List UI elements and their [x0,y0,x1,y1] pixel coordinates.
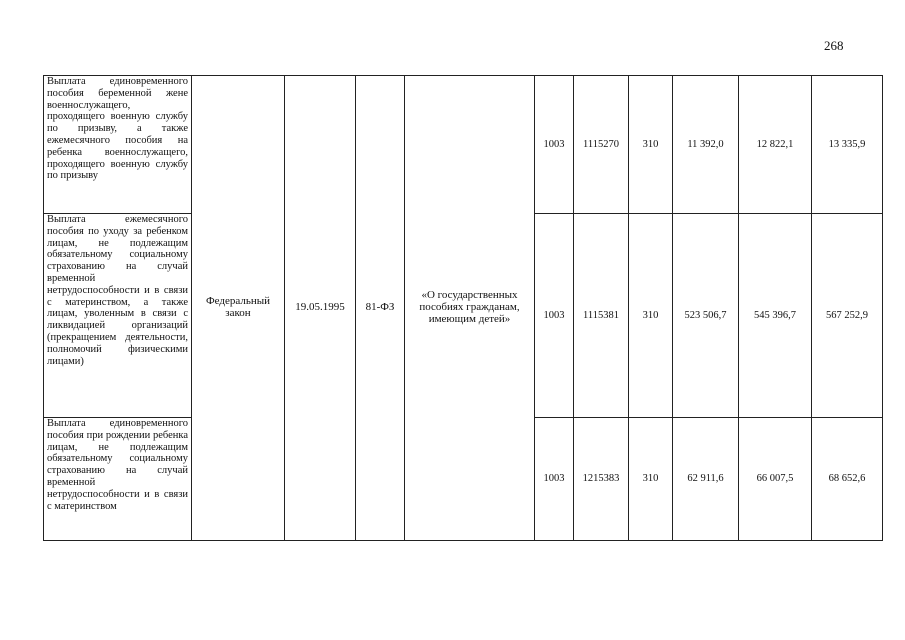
amount-cell-3: 13 335,9 [812,76,883,214]
amount-cell-2: 12 822,1 [739,76,812,214]
expense-type-cell: 310 [629,76,673,214]
budget-table [43,75,883,541]
target-code-cell: 1115381 [574,214,629,418]
target-code-cell: 1115270 [574,76,629,214]
row-description: Выплата единовременного пособия при рождении ребенка лицам, не подлежащим обязательному социальному страхованию на случай временной нетрудоспособности и в связи с материнством [44,418,192,541]
law-number-cell: 81-ФЗ [356,76,405,541]
row-description: Выплата единовременного пособия беременной жене военнослужащего, проходящего военную службу по призыву, а также ежемесячного пособия на ребенка военнослужащего, проходящего военную службу по призыву [44,76,192,214]
law-type-cell: Федеральный закон [192,76,285,541]
page-number: 268 [824,38,844,53]
target-code-cell: 1215383 [574,418,629,541]
expense-type-cell: 310 [629,418,673,541]
table-row [44,76,883,214]
section-code-cell: 1003 [535,418,574,541]
amount-cell-3: 68 652,6 [812,418,883,541]
section-code-cell: 1003 [535,214,574,418]
law-title-cell: «О государственных пособиях гражданам, имеющим детей» [405,76,535,541]
amount-cell-1: 11 392,0 [673,76,739,214]
law-date-cell: 19.05.1995 [285,76,356,541]
amount-cell-3: 567 252,9 [812,214,883,418]
section-code-cell: 1003 [535,76,574,214]
row-description: Выплата ежемесячного пособия по уходу за ребенком лицам, не подлежащим обязательному социальному страхованию на случай временной нетрудоспособности и в связи с материнством, а также лицам, уволенным в связи с ликвидацией организаций (прекращением деятельности, полномочий физическими лицами) [44,214,192,418]
amount-cell-1: 523 506,7 [673,214,739,418]
amount-cell-1: 62 911,6 [673,418,739,541]
expense-type-cell: 310 [629,214,673,418]
amount-cell-2: 66 007,5 [739,418,812,541]
amount-cell-2: 545 396,7 [739,214,812,418]
